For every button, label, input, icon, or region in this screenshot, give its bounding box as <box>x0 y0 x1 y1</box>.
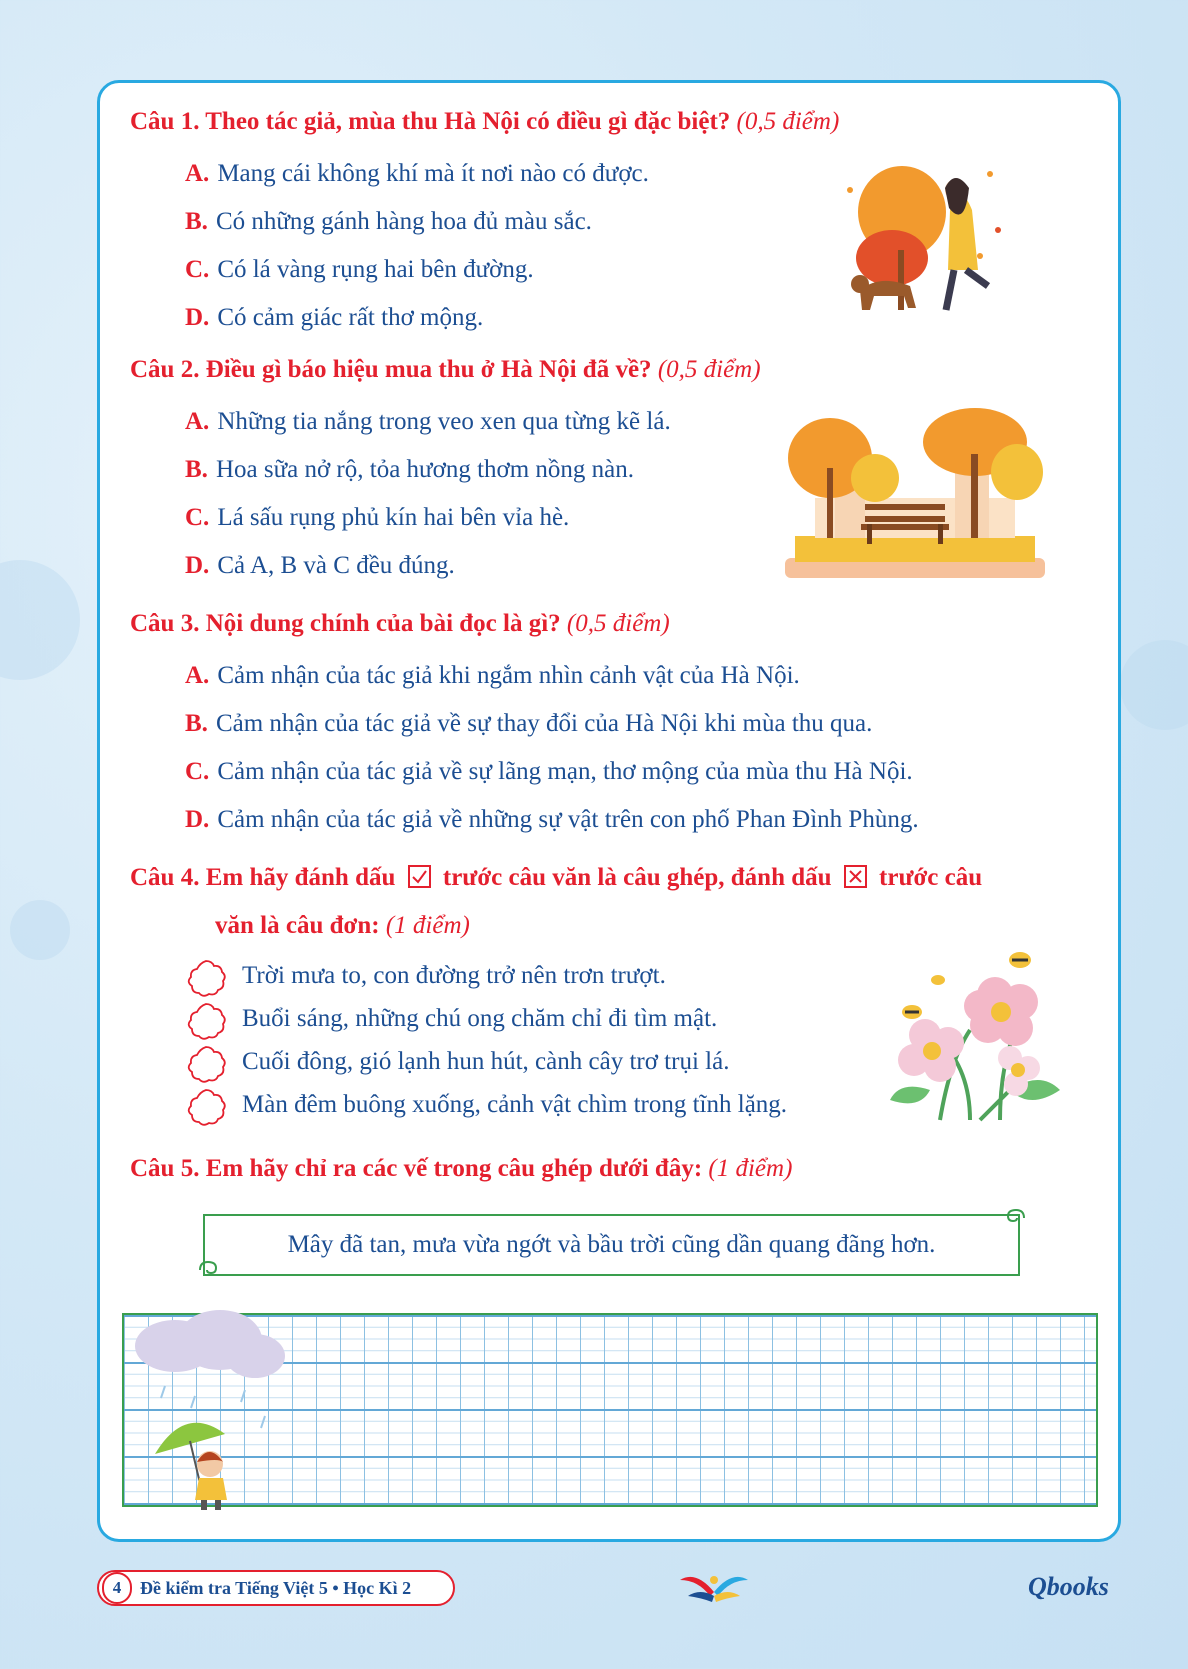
flowers-bees-illustration <box>870 940 1070 1125</box>
question-2-option-a[interactable]: A. Những tia nắng trong veo xen qua từng kẽ lá. <box>185 408 671 435</box>
question-4-statement: Cuối đông, gió lạnh hun hút, cành cây trơ trụi lá. <box>242 1048 730 1075</box>
autumn-walk-illustration <box>840 160 1010 330</box>
question-5-title: Câu 5. Em hãy chỉ ra các vế trong câu ghép dưới đây: (1 điểm) <box>130 1155 793 1182</box>
background-decoration <box>0 560 80 680</box>
autumn-park-illustration <box>785 408 1045 580</box>
background-decoration <box>10 900 70 960</box>
answer-checkbox[interactable] <box>183 958 229 998</box>
qbooks-logo: Qbooks <box>1028 1572 1109 1601</box>
question-4-title: Câu 4. Em hãy đánh dấu trước câu văn là câu ghép, đánh dấu trước câu <box>130 864 983 891</box>
wings-logo-icon <box>678 1572 750 1606</box>
background-decoration <box>1120 640 1188 730</box>
question-4-statement: Màn đêm buông xuống, cảnh vật chìm trong tĩnh lặng. <box>242 1091 788 1118</box>
page-number: 4 <box>102 1572 132 1604</box>
question-1-option-c[interactable]: C. Có lá vàng rụng hai bên đường. <box>185 256 534 283</box>
question-2-title: Câu 2. Điều gì báo hiệu mua thu ở Hà Nội đã về? (0,5 điểm) <box>130 356 761 383</box>
checkmark-box-icon <box>408 865 431 888</box>
question-4-title-line2: văn là câu đơn: (1 điểm) <box>215 912 470 939</box>
checkmark-icon <box>410 867 429 886</box>
cross-box-icon <box>844 865 867 888</box>
question-1-title: Câu 1. Theo tác giả, mùa thu Hà Nội có điều gì đặc biệt? (0,5 điểm) <box>130 108 840 135</box>
question-3-title: Câu 3. Nội dung chính của bài đọc là gì? (0,5 điểm) <box>130 610 670 637</box>
question-4-statement: Buổi sáng, những chú ong chăm chỉ đi tìm mật. <box>242 1005 718 1032</box>
question-2-option-d[interactable]: D. Cả A, B và C đều đúng. <box>185 552 455 579</box>
answer-checkbox[interactable] <box>183 1044 229 1084</box>
answer-checkbox[interactable] <box>183 1001 229 1041</box>
cross-icon <box>846 867 865 886</box>
question-3-option-a[interactable]: A. Cảm nhận của tác giả khi ngắm nhìn cảnh vật của Hà Nội. <box>185 662 800 689</box>
question-1-option-d[interactable]: D. Có cảm giác rất thơ mộng. <box>185 304 484 331</box>
swirl-ornament-icon <box>1000 1206 1028 1230</box>
question-1-option-a[interactable]: A. Mang cái không khí mà ít nơi nào có được. <box>185 160 649 187</box>
compound-sentence-box: Mây đã tan, mưa vừa ngớt và bầu trời cũng dần quang đãng hơn. <box>203 1214 1020 1276</box>
rain-girl-illustration <box>125 1306 295 1516</box>
question-3-option-d[interactable]: D. Cảm nhận của tác giả về những sự vật trên con phố Phan Đình Phùng. <box>185 806 919 833</box>
question-1-option-b[interactable]: B. Có những gánh hàng hoa đủ màu sắc. <box>185 208 592 235</box>
book-title: Đề kiểm tra Tiếng Việt 5 • Học Kì 2 <box>140 1578 412 1598</box>
swirl-ornament-icon <box>196 1258 224 1282</box>
answer-checkbox[interactable] <box>183 1087 229 1127</box>
question-2-option-c[interactable]: C. Lá sấu rụng phủ kín hai bên vỉa hè. <box>185 504 570 531</box>
question-3-option-b[interactable]: B. Cảm nhận của tác giả về sự thay đổi của Hà Nội khi mùa thu qua. <box>185 710 873 737</box>
question-3-option-c[interactable]: C. Cảm nhận của tác giả về sự lãng mạn, thơ mộng của mùa thu Hà Nội. <box>185 758 913 785</box>
question-4-statement: Trời mưa to, con đường trở nên trơn trượt. <box>242 962 666 989</box>
question-2-option-b[interactable]: B. Hoa sữa nở rộ, tỏa hương thơm nồng nàn. <box>185 456 635 483</box>
